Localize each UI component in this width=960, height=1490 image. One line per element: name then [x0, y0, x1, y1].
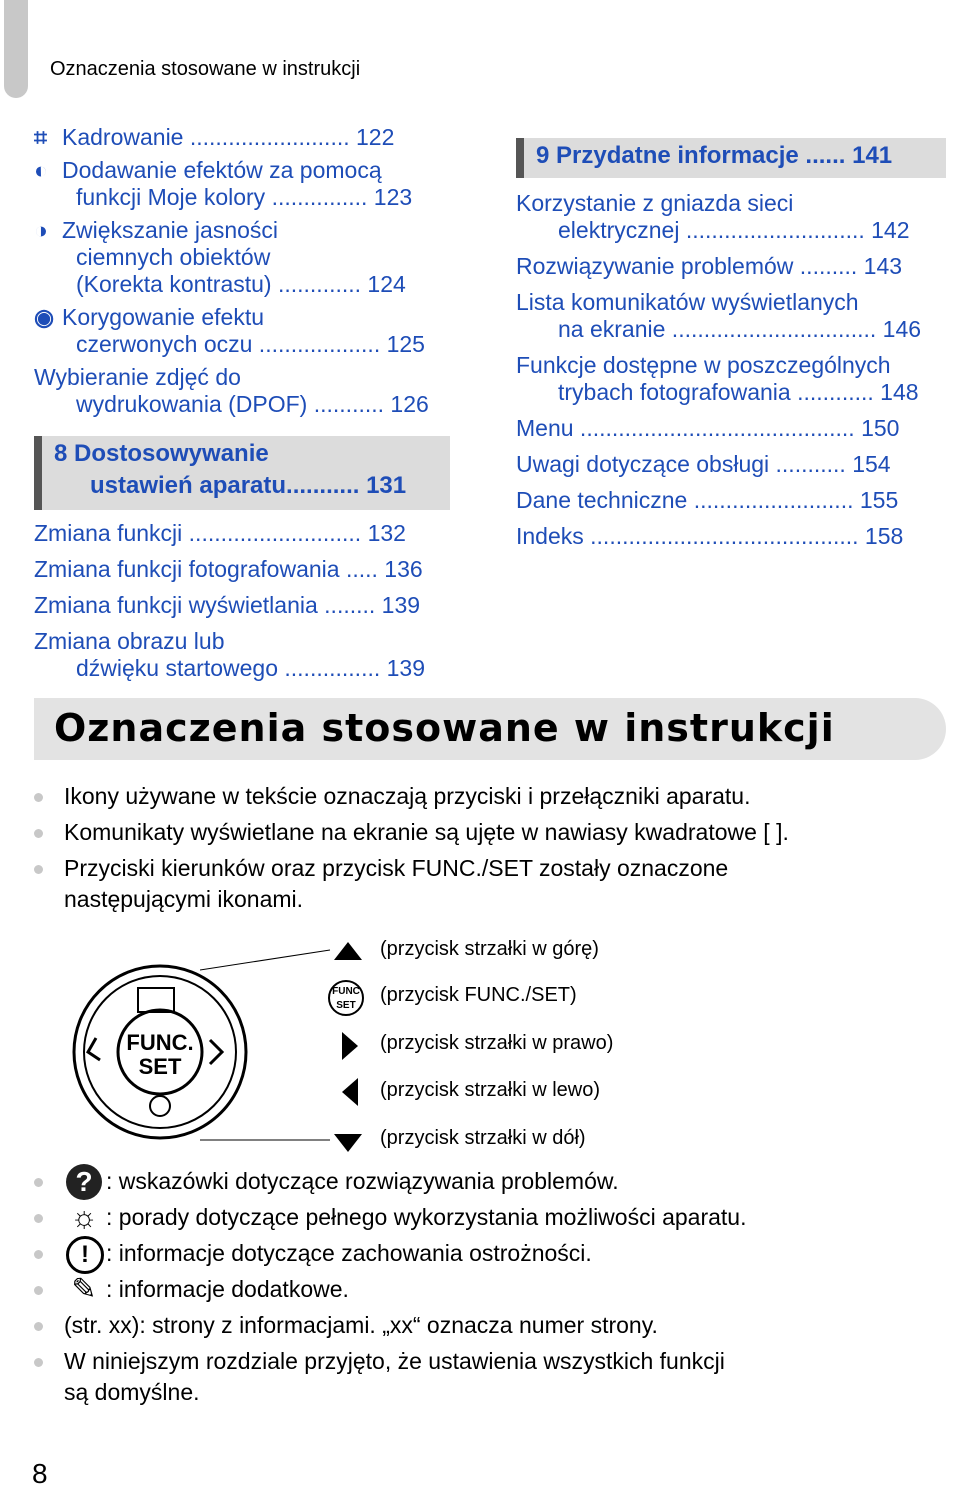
page-tab-marker — [4, 0, 28, 98]
bullet-text: Komunikaty wyświetlane na ekranie są ujęte w nawiasy kwadratowe [ ]. — [64, 819, 789, 845]
bullet-dot — [34, 1358, 43, 1367]
my-colors-icon: ◐ — [34, 157, 48, 183]
toc-item[interactable]: Zmiana obrazu lub — [34, 628, 225, 654]
pencil-icon: ✎ — [71, 1273, 97, 1306]
bullet-text: : informacje dotyczące zachowania ostrożności. — [106, 1240, 592, 1266]
bullet-dot — [34, 1178, 43, 1187]
bullet-dot — [34, 793, 43, 802]
bullet-dot — [34, 1250, 43, 1259]
dial-center-line1: FUNC. — [126, 1030, 194, 1055]
bullet-dot — [34, 1214, 43, 1223]
toc-item-cont: czerwonych oczu ................... 125 — [76, 331, 425, 357]
toc-item[interactable]: Rozwiązywanie problemów ......... 143 — [516, 253, 903, 279]
toc-left-2 — [34, 520, 425, 682]
red-eye-icon: ◉ — [34, 304, 55, 330]
legend-text: (przycisk strzałki w górę) — [380, 938, 599, 960]
toc-item[interactable]: Menu ........................................... 150 — [516, 415, 900, 441]
toc-item-cont: elektrycznej ............................ 142 — [558, 217, 910, 243]
bullet-dot — [34, 1286, 43, 1295]
trim-icon: ⌗ — [34, 124, 47, 150]
legend-text: (przycisk FUNC./SET) — [380, 984, 577, 1006]
bullet-text-cont: następującymi ikonami. — [64, 886, 304, 912]
tip-bulb-icon: ☼ — [70, 1201, 98, 1234]
section-title: Oznaczenia stosowane w instrukcji — [54, 706, 835, 750]
arrow-left-icon — [340, 1076, 360, 1108]
arrow-right-icon — [340, 1030, 360, 1062]
toc-item[interactable]: ◉ Korygowanie efektu — [34, 304, 265, 330]
bullet-dot — [34, 829, 43, 838]
dial-center-line2: SET — [138, 1054, 182, 1079]
bullet-dot — [34, 865, 43, 874]
arrow-up-icon — [332, 940, 364, 962]
legend-text: (przycisk strzałki w lewo) — [380, 1079, 601, 1101]
toc-item[interactable]: Uwagi dotyczące obsługi ........... 154 — [516, 451, 891, 477]
toc-item-cont: na ekranie ................................ 146 — [558, 316, 922, 342]
toc-item[interactable]: Dane techniczne ......................... 155 — [516, 487, 899, 513]
bullet-text: W niniejszym rozdziale przyjęto, że ustawienia wszystkich funkcji — [64, 1348, 725, 1374]
toc-item[interactable]: Zmiana funkcji wyświetlania ........ 139 — [34, 592, 421, 618]
bullet-text: Przyciski kierunków oraz przycisk FUNC./SET zostały oznaczone — [64, 855, 729, 881]
page-number: 8 — [32, 1458, 48, 1489]
legend-text: (przycisk strzałki w prawo) — [380, 1032, 614, 1054]
arrow-down-icon — [332, 1132, 364, 1154]
bullet-text-cont: są domyślne. — [64, 1379, 200, 1405]
toc-item-cont: dźwięku startowego ............... 139 — [76, 655, 425, 681]
toc-item[interactable]: Lista komunikatów wyświetlanych — [516, 289, 859, 315]
toc-item[interactable]: Korzystanie z gniazda sieci — [516, 190, 794, 216]
toc-item-cont: funkcji Moje kolory ............... 123 — [76, 184, 413, 210]
bullet-text: Ikony używane w tekście oznaczają przyciski i przełączniki aparatu. — [64, 783, 751, 809]
chapter-8-heading[interactable]: 8 Dostosowywanie ustawień aparatu........... 131 — [34, 436, 450, 510]
legend-text: (przycisk strzałki w dół) — [380, 1127, 586, 1149]
toc-right — [516, 190, 921, 550]
toc-item-cont: (Korekta kontrastu) ............. 124 — [76, 271, 406, 297]
toc-item[interactable]: Funkcje dostępne w poszczególnych — [516, 352, 891, 378]
bullet-text: : porady dotyczące pełnego wykorzystania możliwości aparatu. — [106, 1204, 747, 1230]
toc-item[interactable]: ◑ Zwiększanie jasności — [34, 217, 279, 243]
chapter-9-heading[interactable]: 9 Przydatne informacje ...... 141 — [516, 138, 946, 178]
i-contrast-icon: ◑ — [34, 217, 48, 243]
toc-item[interactable]: ◐ Dodawanie efektów za pomocą — [34, 157, 382, 183]
caution-icon: ! — [66, 1236, 104, 1274]
question-icon: ? — [66, 1164, 102, 1200]
toc-item-cont: wydrukowania (DPOF) ........... 126 — [76, 391, 429, 417]
toc-item[interactable]: Zmiana funkcji ........................... 132 — [34, 520, 406, 546]
toc-item[interactable]: ⌗ Kadrowanie ......................... 122 — [34, 124, 395, 150]
toc-item[interactable]: Zmiana funkcji fotografowania ..... 136 — [34, 556, 423, 582]
bullet-text: : wskazówki dotyczące rozwiązywania problemów. — [106, 1168, 619, 1194]
toc-item-cont: trybach fotografowania ............ 148 — [558, 379, 919, 405]
bullet-dot — [34, 1322, 43, 1331]
toc-item-cont: ciemnych obiektów — [76, 244, 271, 270]
bullet-text: (str. xx): strony z informacjami. „xx“ oznacza numer strony. — [64, 1312, 658, 1338]
toc-item[interactable]: Wybieranie zdjęć do — [34, 364, 241, 390]
toc-left — [34, 124, 429, 418]
running-header: Oznaczenia stosowane w instrukcji — [50, 58, 361, 80]
toc-item[interactable]: Indeks .......................................... 158 — [516, 523, 904, 549]
func-set-icon: FUNC SET — [328, 980, 364, 1016]
bullet-text: : informacje dodatkowe. — [106, 1276, 349, 1302]
